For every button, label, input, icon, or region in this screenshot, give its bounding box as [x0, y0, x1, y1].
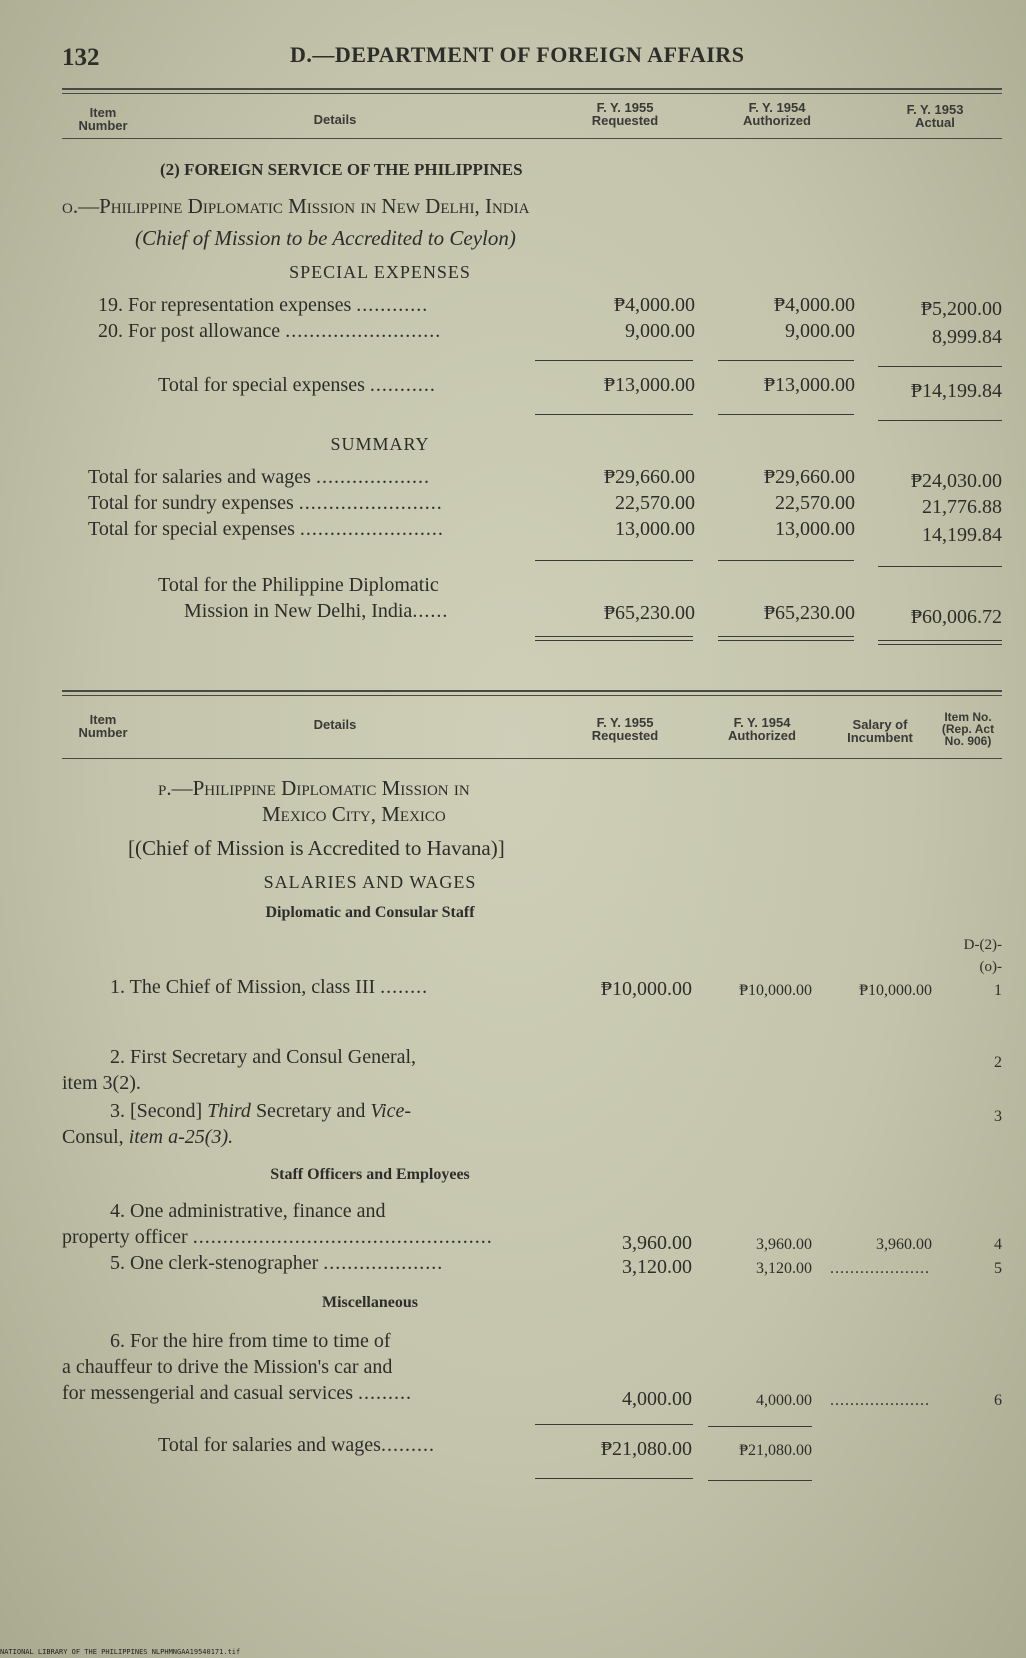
p-item-5-authorized: 3,120.00	[756, 1260, 812, 1277]
total-special-actual: ₱14,199.84	[910, 380, 1002, 402]
item-19-actual: ₱5,200.00	[920, 298, 1002, 320]
table2-header-rule	[62, 758, 1002, 759]
p-item-6-line2: a chauffeur to drive the Mission's car and	[62, 1356, 393, 1378]
mission-mexico-note: [(Chief of Mission is Accredited to Havana)]	[128, 836, 505, 860]
underline-req-1	[535, 360, 693, 361]
table2-rule-top-2	[62, 695, 1002, 696]
double-underline-req	[535, 636, 693, 641]
col-fy1954-authorized: F. Y. 1954 Authorized	[743, 100, 811, 128]
p-item-1-requested: ₱10,000.00	[600, 978, 692, 1000]
summary-sundry-authorized: 22,570.00	[775, 492, 855, 514]
p-item-3-no: 3	[994, 1108, 1002, 1125]
underline-act-3	[878, 566, 1002, 567]
mission-mexico-title-line2: Mexico City, Mexico	[262, 802, 446, 826]
p-item-3-line1: 3. [Second] Third Secretary and Vice-	[110, 1100, 412, 1122]
col2-item-no-rep-act: Item No. (Rep. Act No. 906)	[941, 710, 995, 748]
p-item-5-label: 5. One clerk-stenographer ....................	[110, 1252, 444, 1274]
p-item-2-line2: item 3(2).	[62, 1072, 141, 1094]
total-special-requested: ₱13,000.00	[603, 374, 695, 396]
p-item-4-salary: 3,960.00	[876, 1236, 932, 1253]
item-20-requested: 9,000.00	[625, 320, 695, 342]
scan-footer: NATIONAL LIBRARY OF THE PHILIPPINES NLPHMNGAA19540171.tif	[0, 1648, 241, 1656]
p-total-label: Total for salaries and wages.........	[158, 1434, 435, 1456]
col2-salary-incumbent: Salary of Incumbent	[847, 717, 913, 745]
p-underline-req	[535, 1424, 693, 1425]
p-item-4-line1: 4. One administrative, finance and	[110, 1200, 386, 1222]
page-title: D.—DEPARTMENT OF FOREIGN AFFAIRS	[290, 42, 745, 67]
summary-sundry-requested: 22,570.00	[615, 492, 695, 514]
col2-item-number: Item Number	[78, 712, 128, 740]
p-item-1-no: 1	[994, 982, 1002, 999]
p-total-authorized: ₱21,080.00	[739, 1442, 812, 1459]
summary-salaries-actual: ₱24,030.00	[910, 470, 1002, 492]
special-expenses-heading: SPECIAL EXPENSES	[289, 262, 471, 282]
p-item-6-no: 6	[994, 1392, 1002, 1409]
mission-mexico-title-line1: p.—Philippine Diplomatic Mission in	[158, 776, 470, 800]
underline-auth-2	[718, 414, 854, 415]
total-special-label: Total for special expenses ...........	[158, 374, 436, 396]
p-item-6-salary-blank: ....................	[830, 1392, 930, 1409]
salaries-wages-heading: SALARIES AND WAGES	[263, 872, 477, 892]
summary-salaries-label: Total for salaries and wages ...................	[88, 466, 430, 488]
diplomatic-consular-staff-heading: Diplomatic and Consular Staff	[265, 904, 475, 921]
grand-total-requested: ₱65,230.00	[603, 602, 695, 624]
summary-heading: SUMMARY	[330, 434, 430, 454]
p-underline-auth	[708, 1426, 812, 1427]
header-rule-top-2	[62, 93, 1002, 94]
item-20-authorized: 9,000.00	[785, 320, 855, 342]
section-heading-foreign-service: (2) FOREIGN SERVICE OF THE PHILIPPINES	[160, 160, 523, 179]
p-item-4-line2: property officer ..................................................	[62, 1226, 493, 1248]
underline-req-2	[535, 414, 693, 415]
col-fy1955-requested: F. Y. 1955 Requested	[591, 100, 659, 128]
table1-header-rule	[62, 138, 1002, 139]
total-special-authorized: ₱13,000.00	[763, 374, 855, 396]
double-underline-act	[878, 640, 1002, 645]
p-item-6-line1: 6. For the hire from time to time of	[110, 1330, 391, 1352]
table2-rule-top	[62, 690, 1002, 692]
p-item-2-no: 2	[994, 1054, 1002, 1071]
p-total-underline-req	[535, 1478, 693, 1479]
p-item-2-line1: 2. First Secretary and Consul General,	[110, 1046, 417, 1068]
p-item-1-salary: ₱10,000.00	[859, 982, 932, 999]
underline-act-1	[878, 366, 1002, 367]
col2-details: Details	[313, 717, 357, 732]
col-item-number: Item Number	[78, 105, 128, 133]
p-item-4-authorized: 3,960.00	[756, 1236, 812, 1253]
p-item-1-label: 1. The Chief of Mission, class III ........	[110, 976, 429, 998]
summary-sundry-actual: 21,776.88	[922, 496, 1002, 518]
grand-total-line1: Total for the Philippine Diplomatic	[158, 574, 439, 596]
grand-total-line2: Mission in New Delhi, India......	[184, 600, 449, 622]
p-item-4-requested: 3,960.00	[622, 1232, 692, 1254]
p-item-5-no: 5	[994, 1260, 1002, 1277]
underline-auth-1	[718, 360, 854, 361]
p-item-6-line3: for messengerial and casual services .........	[62, 1382, 412, 1404]
p-item-5-requested: 3,120.00	[622, 1256, 692, 1278]
grand-total-authorized: ₱65,230.00	[763, 602, 855, 624]
mission-new-delhi-note: (Chief of Mission to be Accredited to Ceylon)	[135, 226, 516, 250]
underline-auth-3	[718, 560, 854, 561]
p-total-requested: ₱21,080.00	[600, 1438, 692, 1460]
summary-sundry-label: Total for sundry expenses ........................	[88, 492, 443, 514]
col2-fy1954-authorized: F. Y. 1954 Authorized	[728, 715, 796, 743]
summary-salaries-requested: ₱29,660.00	[603, 466, 695, 488]
summary-special-actual: 14,199.84	[922, 524, 1002, 546]
header-rule-top	[62, 88, 1002, 90]
p-item-3-line2: Consul, item a-25(3).	[62, 1126, 234, 1148]
col2-fy1955-requested: F. Y. 1955 Requested	[591, 715, 659, 743]
item-20-label: 20. For post allowance ..........................	[98, 320, 442, 342]
page-number: 132	[62, 44, 100, 71]
underline-req-3	[535, 560, 693, 561]
double-underline-auth	[718, 636, 854, 641]
p-item-6-requested: 4,000.00	[622, 1388, 692, 1410]
item-ref-d2o: D-(2)- (o)-	[963, 937, 1002, 975]
col-fy1953-actual: F. Y. 1953 Actual	[906, 102, 964, 130]
summary-special-requested: 13,000.00	[615, 518, 695, 540]
p-total-underline-auth	[708, 1480, 812, 1481]
miscellaneous-heading: Miscellaneous	[322, 1294, 418, 1311]
p-item-5-salary-blank: ....................	[830, 1260, 930, 1277]
summary-special-authorized: 13,000.00	[775, 518, 855, 540]
summary-special-label: Total for special expenses ........................	[88, 518, 444, 540]
item-20-actual: 8,999.84	[932, 326, 1002, 348]
grand-total-actual: ₱60,006.72	[910, 606, 1002, 628]
p-item-1-authorized: ₱10,000.00	[739, 982, 812, 999]
p-item-6-authorized: 4,000.00	[756, 1392, 812, 1409]
item-19-requested: ₱4,000.00	[613, 294, 695, 316]
staff-officers-heading: Staff Officers and Employees	[270, 1166, 470, 1183]
underline-act-2	[878, 420, 1002, 421]
mission-new-delhi-title: o.—Philippine Diplomatic Mission in New Delhi, India	[62, 194, 530, 218]
p-item-4-no: 4	[994, 1236, 1002, 1253]
col-details: Details	[313, 112, 357, 127]
item-19-authorized: ₱4,000.00	[773, 294, 855, 316]
item-19-label: 19. For representation expenses ............	[98, 294, 429, 316]
summary-salaries-authorized: ₱29,660.00	[763, 466, 855, 488]
